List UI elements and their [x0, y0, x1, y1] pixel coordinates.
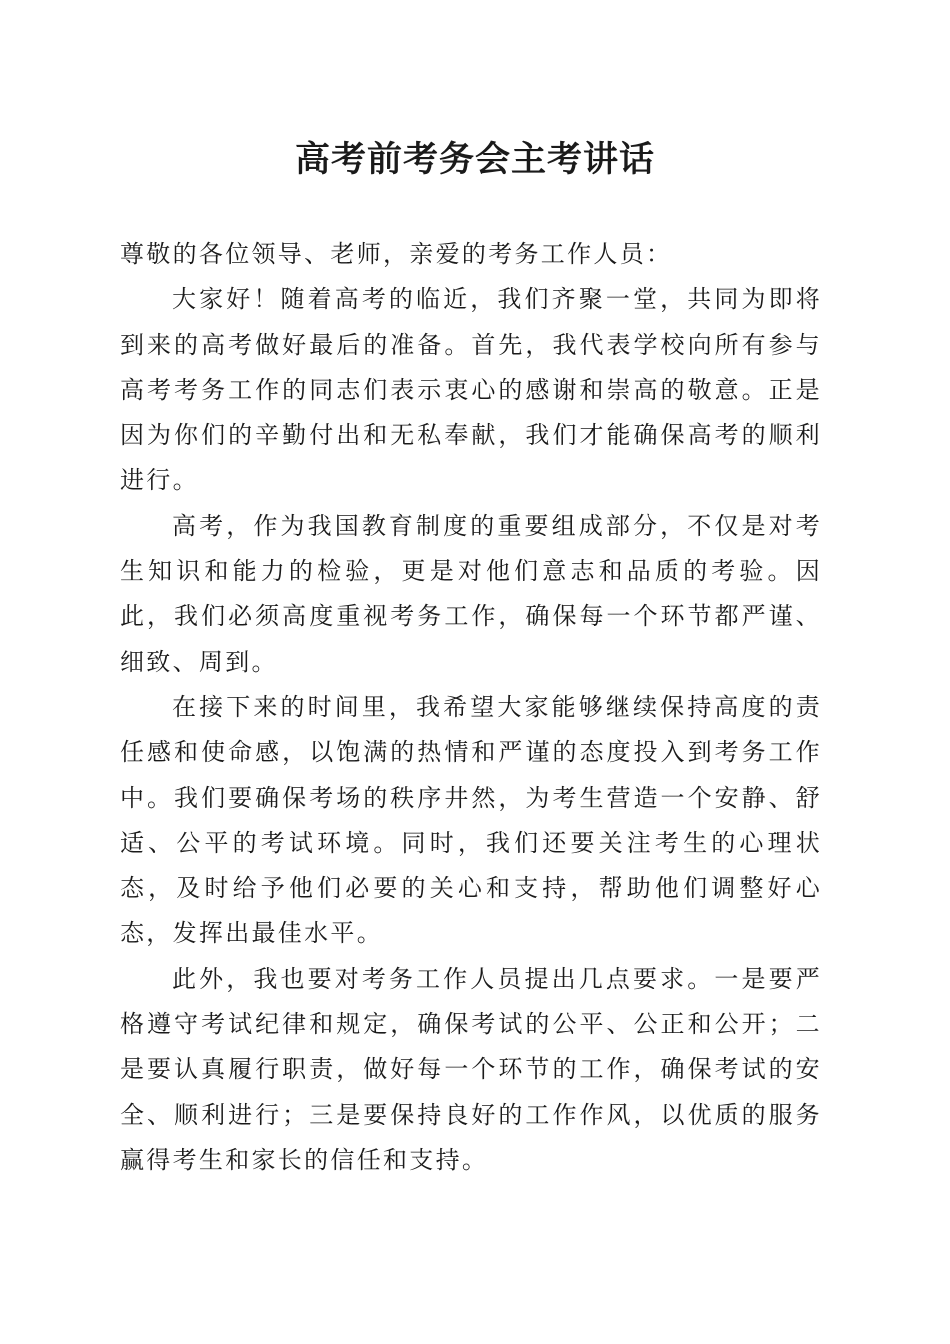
- paragraph: 在接下来的时间里，我希望大家能够继续保持高度的责任感和使命感，以饱满的热情和严谨的态度投入到考务工作中。我们要确保考场的秩序井然，为考生营造一个安静、舒适、公平的考试环境。同时，我们还要关注考生的心理状态，及时给予他们必要的关心和支持，帮助他们调整好心态，发挥出最佳水平。: [120, 692, 822, 948]
- paragraph: 此外，我也要对考务工作人员提出几点要求。一是要严格遵守考试纪律和规定，确保考试的公平、公正和公开；二是要认真履行职责，做好每一个环节的工作，确保考试的安全、顺利进行；三是要保持良好的工作作风，以优质的服务赢得考生和家长的信任和支持。: [120, 964, 822, 1174]
- document-title: 高考前考务会主考讲话: [294, 139, 655, 180]
- salutation: 尊敬的各位领导、老师，亲爱的考务工作人员：: [120, 240, 673, 268]
- paragraph: 高考，作为我国教育制度的重要组成部分，不仅是对考生知识和能力的检验，更是对他们意志和品质的考验。因此，我们必须高度重视考务工作，确保每一个环节都严谨、细致、周到。: [120, 511, 822, 676]
- paragraph: 大家好！随着高考的临近，我们齐聚一堂，共同为即将到来的高考做好最后的准备。首先，我代表学校向所有参与高考考务工作的同志们表示衷心的感谢和崇高的敬意。正是因为你们的辛勤付出和无私奉献，我们才能确保高考的顺利进行。: [120, 285, 822, 495]
- document-body: [120, 232, 822, 1183]
